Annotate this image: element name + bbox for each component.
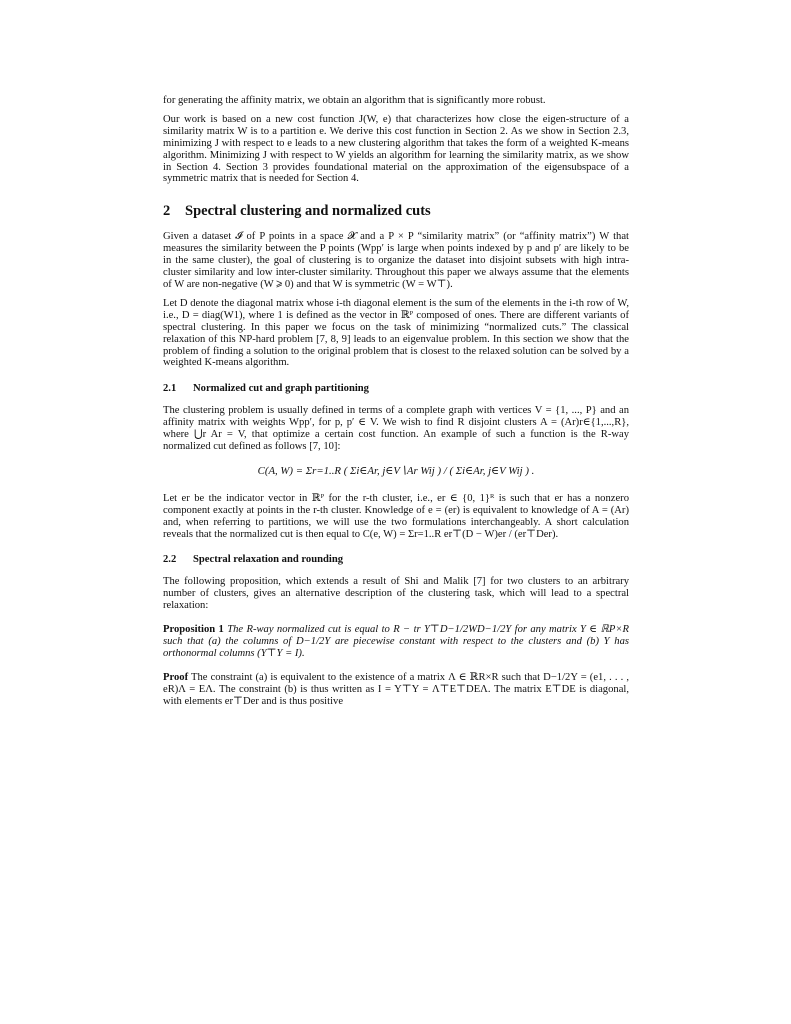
paragraph-graph [163,405,629,453]
paragraph-continuation [163,95,629,107]
paragraph-intro [163,231,629,291]
paragraph-text: The following proposition, which extends a result of Shi and Malik [7] for two clusters to an arbitrary number of clusters, gives an alternative description of the clustering task, which will lead to a spectral relaxation: [163,576,629,612]
paragraph-indicator [163,493,629,541]
proposition-text: The R-way normalized cut is equal to R − tr Y⊤D−1/2WD−1/2Y for any matrix Y ∈ ℝP×R such that (a) the columns of D−1/2Y are piecewise constant with respect to the clusters and (b) Y has orthonormal columns (Y⊤Y = I). [163,624,629,659]
proposition-label: Proposition 1 [163,624,224,636]
paragraph-text: Our work is based on a new cost function J(W, e) that characterizes how close the eigen-structure of a similarity matrix W is to a partition e. We derive this cost function in Section 2. As we show in Section 2.3, minimizing J with respect to e leads to a new clustering algorithm that takes the form of a weighted K-means algorithm. Minimizing J with respect to W yields an algorithm for learning the similarity matrix, as we show in Section 4. Section 3 provides foundational material on the approximation of the eigensubspace of a symmetric matrix that is needed for Section 4. [163,113,629,185]
proof-label: Proof [163,671,189,683]
paragraph-relaxation [163,576,629,612]
proof-text: The constraint (a) is equivalent to the existence of a matrix Λ ∈ ℝR×R such that D−1/2Y = (e1, . . . , eR)Λ = EΛ. The constraint (b) is thus written as I = Y⊤Y = Λ⊤E⊤DEΛ. The matrix E⊤DE is diagonal, with elements er⊤Der and is thus positive [163,671,629,707]
paragraph-overview [163,114,629,185]
subsection-number: 2.1 [163,383,177,395]
subsection-heading [163,554,629,566]
section-title: Spectral clustering and normalized cuts [185,203,431,220]
equation-text: C(A, W) = Σr=1..R ( Σi∈Ar, j∈V∖Ar Wij ) / ( Σi∈Ar, j∈V Wij ) . [257,464,535,477]
subsection-title: Normalized cut and graph partitioning [193,383,369,395]
paragraph-text: Let er be the indicator vector in ℝᴾ for the r-th cluster, i.e., er ∈ {0, 1}ᴿ is such that er has a nonzero component exactly at points in the r-th cluster. Knowledge of e = (er) is equivalent to knowledge of A = (Ar) and, when referring to partitions, we will use the two formulations interchangeably. A short calculation reveals that the normalized cut is then equal to C(e, W) = Σr=1..R er⊤(D − W)er / (er⊤Der). [163,492,629,540]
proposition [163,624,629,660]
subsection-heading [163,383,629,395]
paragraph-text: The clustering problem is usually defined in terms of a complete graph with vertices V = {1, ..., P} and an affinity matrix with weights Wpp′, for p, p′ ∈ V. We wish to find R disjoint clusters A = (Ar)r∈{1,...,R}, where ⋃r Ar = V, that optimize a certain cost function. An example of such a function is the R-way normalized cut defined as follows [7, 10]: [163,405,629,452]
page-content [163,95,629,715]
paragraph-text: Let D denote the diagonal matrix whose i-th diagonal element is the sum of the elements in the i-th row of W, i.e., D = diag(W1), where 1 is defined as the vector in ℝᴾ composed of ones. There are different variants of spectral clustering. In this paper we focus on the task of minimizing “normalized cuts.” The classical relaxation of this NP-hard problem [7, 8, 9] leads to an eigenvalue problem. In this section we show that the problem of finding a solution to the original problem that is closest to the relaxed solution can be solved by a weighted K-means algorithm. [163,297,629,369]
proof [163,672,629,708]
paragraph-text: for generating the affinity matrix, we obtain an algorithm that is significantly more robust. [163,95,546,106]
section-heading [163,203,629,220]
paragraph-degree-matrix [163,298,629,369]
equation-normalized-cut [163,460,629,482]
subsection-title: Spectral relaxation and rounding [193,554,344,566]
section-number: 2 [163,203,171,220]
paragraph-text: Given a dataset 𝓘 of P points in a space 𝓧 and a P × P “similarity matrix” (or “affinity matrix”) W that measures the similarity between the P points (Wpp′ is large when points indexed by p and p′ are likely to be in the same cluster), the goal of clustering is to organize the dataset into disjoint subsets with high intra-cluster similarity and low inter-cluster similarity. Throughout this paper we always assume that the elements of W are non-negative (W ⩾ 0) and that W is symmetric (W = W⊤). [163,231,629,290]
subsection-number: 2.2 [163,554,177,566]
